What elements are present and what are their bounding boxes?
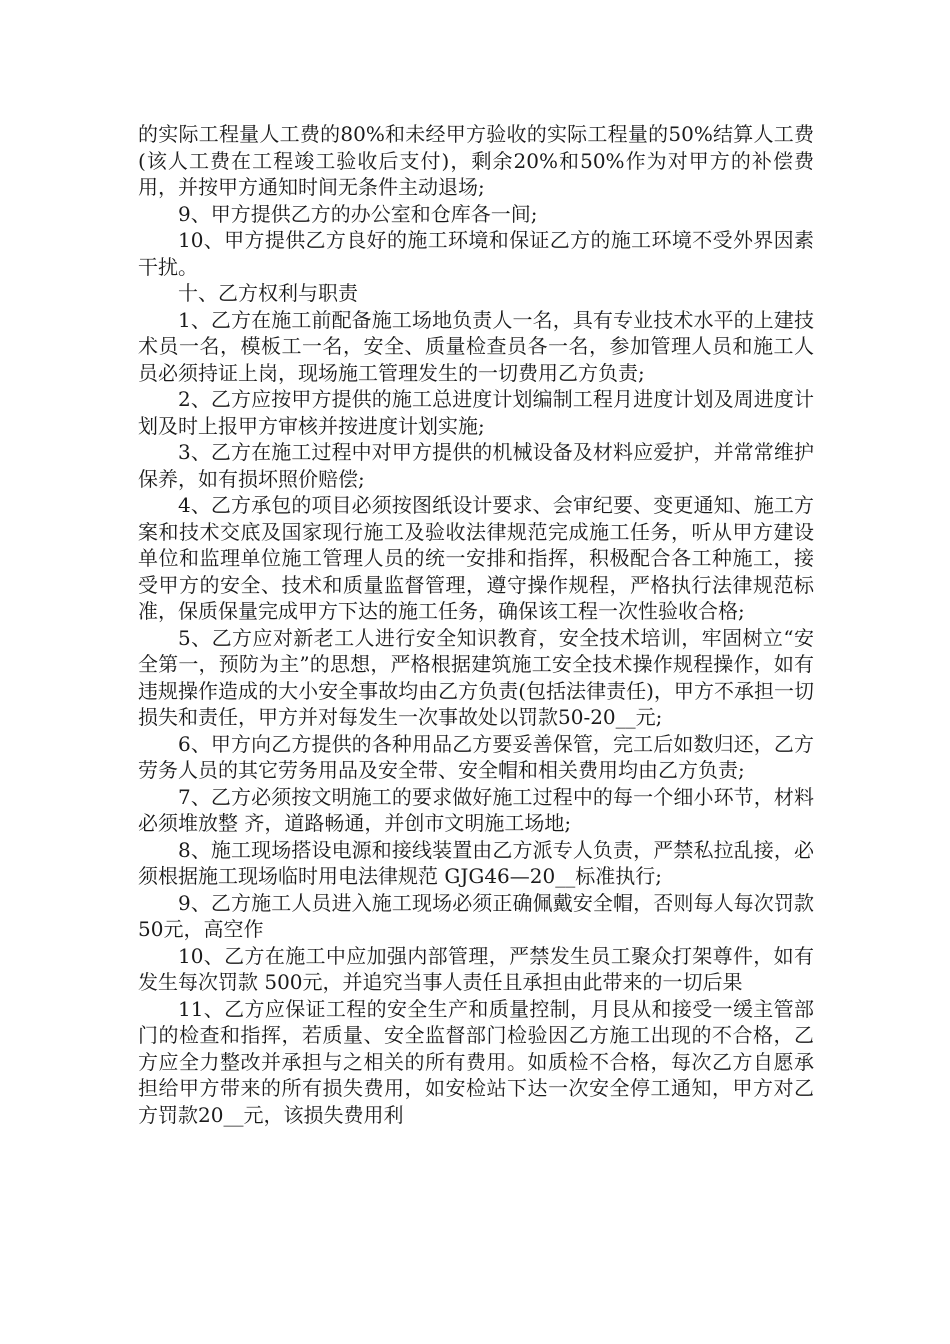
paragraph-b-clause-2: 2、乙方应按甲方提供的施工总进度计划编制工程月进度计划及周进度计划及时上报甲方审核并按进度计划实施;	[138, 387, 814, 438]
paragraph-b-clause-6: 6、甲方向乙方提供的各种用品乙方要妥善保管，完工后如数归还，乙方劳务人员的其它劳务用品及安全带、安全帽和相关费用均由乙方负责;	[138, 731, 814, 782]
paragraph-b-clause-8: 8、施工现场搭设电源和接线装置由乙方派专人负责，严禁私拉乱接，必须根据施工现场临时用电法律规范 GJG46—20__标准执行;	[138, 837, 814, 888]
paragraph-b-clause-10: 10、乙方在施工中应加强内部管理，严禁发生员工聚众打架尊件，如有发生每次罚款 500元，并追究当事人责任且承担由此带来的一切后果	[138, 943, 814, 994]
paragraph-clause-10-environment: 10、甲方提供乙方良好的施工环境和保证乙方的施工环境不受外界因素干扰。	[138, 228, 814, 279]
paragraph-b-clause-4: 4、乙方承包的项目必须按图纸设计要求、会审纪要、变更通知、施工方案和技术交底及国家现行施工及验收法律规范完成施工任务，听从甲方建设单位和监理单位施工管理人员的统一安排和指挥，积极配合各工种施工，接受甲方的安全、技术和质量监督管理，遵守操作规程，严格执行法律规范标准，保质保量完成甲方下达的施工任务，确保该工程一次性验收合格;	[138, 493, 814, 623]
section-heading-party-b-rights: 十、乙方权利与职责	[178, 281, 358, 305]
contract-body	[138, 121, 814, 1128]
paragraph-b-clause-5: 5、乙方应对新老工人进行安全知识教育，安全技术培训，牢固树立“安全第一，预防为主”的思想，严格根据建筑施工安全技术操作规程操作，如有违规操作造成的大小安全事故均由乙方负责(包括法律责任)，甲方不承担一切损失和责任，甲方并对每发生一次事故处以罚款50-20__元;	[138, 625, 814, 729]
paragraph-clause-9-office: 9、甲方提供乙方的办公室和仓库各一间;	[178, 201, 538, 226]
paragraph-b-clause-9: 9、乙方施工人员进入施工现场必须正确佩戴安全帽，否则每人每次罚款50元，高空作	[138, 890, 814, 941]
paragraph-settlement-terms: 的实际工程量人工费的80%和未经甲方验收的实际工程量的50%结算人工费(该人工费在工程竣工验收后支付)，剩余20%和50%作为对甲方的补偿费用，并按甲方通知时间无条件主动退场;	[138, 122, 814, 199]
paragraph-b-clause-7: 7、乙方必须按文明施工的要求做好施工过程中的每一个细小环节，材料必须堆放整 齐，道路畅通，并创市文明施工场地;	[138, 784, 814, 835]
paragraph-b-clause-11: 11、乙方应保证工程的安全生产和质量控制，月艮从和接受一缓主管部门的检查和指挥，若质量、安全监督部门检验因乙方施工出现的不合格，乙方应全力整改并承担与之相关的所有费用。如质检不合格，每次乙方自愿承担给甲方带来的所有损失费用，如安检站下达一次安全停工通知，甲方对乙方罚款20__元，该损失费用利	[138, 996, 814, 1127]
paragraph-b-clause-3: 3、乙方在施工过程中对甲方提供的机械设备及材料应爱护，并常常维护保养，如有损坏照价赔偿;	[138, 440, 814, 491]
paragraph-b-clause-1: 1、乙方在施工前配备施工场地负责人一名，具有专业技术水平的上建技术员一名，模板工一名，安全、质量检查员各一名，参加管理人员和施工人员必须持证上岗，现场施工管理发生的一切费用乙方负责;	[138, 307, 814, 385]
